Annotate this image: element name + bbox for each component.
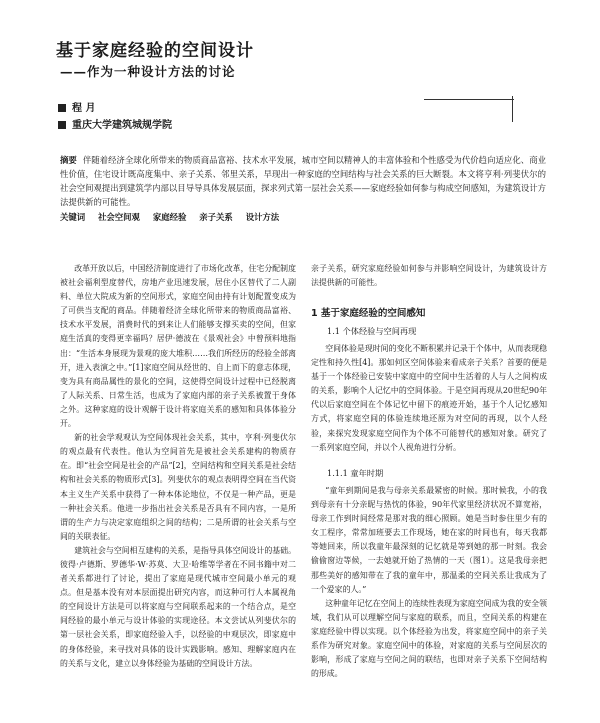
keywords-block [60,211,546,223]
square-bullet-icon [58,121,66,129]
author-line [58,99,95,114]
body-paragraph: 改革开放以后，中国经济制度进行了市场化改革，住宅分配制度被社会福利型度替代，房地产业迅速发展，居住小区替代了二人副料、单位大院成为新的空间形式，家庭空间由持有计划配置变成为了可供当支配的商品。伴随着经济全球化所带来的物质商品富裕、技术水平发展，消费时代的到来让人们能够支撑买卖的空间，但家庭生活真的变得更幸福吗？居伊·德波在《景观社会》中曾预料地指出：“生活本身展现为景观的庞大堆积……我们所经历的经验全部离开，进入表演之中。”[1]家庭空间从经世的、自上而下的意志体现，变为具有商品属性的景化的空间，这使得空间设计过程中已经脱离了人际关系、日常生活，也成为了家庭内部的亲子关系被置于身体之外。这种家庭的设计观解于设计将家庭关系的感知和具体体验分开。 [60,264,296,429]
abstract-block [60,153,546,209]
subsubsection-heading: 1.1.1 童年时期 [327,468,384,478]
body-paragraph: 建筑社会与空间相互建构的关系，是指导具体空间设计的基础。彼得·卢德斯、罗德华·W·苏莫、大卫·哈维等学者在不同书籍中对二者关系都进行了讨论，提出了家庭是现代城市空间最小单元的观点。但是基本没有对本层面提出研究内容，而这种可行人本属视角的空间设计方法是可以将家庭与空间联系起来的一个结合点，是空间经验的最小单元与设计体验的实现途径。本文尝试从列斐伏尔的第一层社会关系，即家庭经验入手，以经验的中观层次，即家庭中的身体经验，来寻找对具体的设计实践影响。感知、理解家庭内在的关系与文化，建立以身体经验为基础的空间设计方法。 [60,545,296,668]
body-paragraph: 这种童年记忆在空间上的连续性表现为家庭空间成为我的安全领域，我们从可以理解空间与家庭的联系，而且，空间关系的构建在家庭经验中得以实现。以个体经验为出发，将家庭空间中的亲子关系作为研究对象。家庭空间中的体验，对家庭的关系与空间层次的影响，形成了家庭与空间之间的联结，也即对亲子关系下空间结构的形成。 [311,598,547,679]
body-column-left [60,262,296,671]
affiliation-name: 重庆大学建筑城规学院 [72,120,172,131]
author-name: 程 月 [72,103,96,114]
header-rule-horizontal [424,99,514,100]
keywords-label: 关键词 [60,212,86,222]
body-paragraph: “童年到期间是我与母亲关系最紧密的时候。那时候我，小的我到母亲有十分亲昵与热忱的体验，90年代家里经济状况不算宽裕，母亲工作到时间经常是那对我的细心照顾。她是当时参住里少有的女工程序，常常加班要去工作现场，她在家的时间也有，每天我都等她回来，所以我童年最深刻的记忆就是等到她的那一时刻。我会偷偷窗边等候，一去她就开始了热情的一天（图1）。这是我母亲把那些美好的感知带在了我的童年中，那温柔的空间关系让我成为了一个爱家的人。” [311,486,547,594]
keyword-item: 设计方法 [245,212,280,222]
affiliation-line [58,116,172,131]
keyword-item: 社会空间观 [98,212,140,222]
abstract-text: 伴随着经济全球化所带来的物质商品富裕、技术水平发展，城市空间以精神人的丰富体验和个性感受为代价趋向适应化、商业性价值，住宅设计既高度集中、亲子关系、邻里关系，早现出一种家庭的空间结构与社会关系的巨大断裂。本文将亨利·列斐伏尔的社会空间观提出到建筑学内部以目导导具体发展层面，探求列式第一层社会关系——家庭经验如何参与构成空间感知，为建筑设计方法提供新的可能性。 [60,155,546,207]
body-paragraph: 亲子关系，研究家庭经验如何参与并影响空间设计，为建筑设计方法提供新的可能性。 [311,264,547,288]
subsection-heading: 1.1 个体经验与空间再现 [327,326,417,336]
body-column-right-b [311,484,547,681]
abstract-label: 摘要 [60,155,77,165]
keyword-item: 亲子关系 [199,212,233,222]
square-bullet-icon [58,104,66,112]
keyword-item: 家庭经验 [152,212,187,222]
header-rule-vertical [512,96,513,122]
body-column-right-a [311,342,547,455]
paper-subtitle: ——作为一种设计方法的讨论 [60,64,236,79]
section-heading: 1 基于家庭经验的空间感知 [311,308,426,319]
body-paragraph: 新的社会学观观认为空间体现社会关系，其中，亨利·列斐伏尔的观点最有代表性。他认为空间首先是被社会关系建构的物质存在。即“社会空间是社会的产品”[2]，空间结构和空间关系是社会结构和社会关系的物质形式[3]。列斐伏尔的观点表明得空间在当代资本主义生产关系中获得了一种本体论地位，不仅是一种产品，更是一种社会关系。他进一步指出社会关系是否具有不同内容，一是所谓的生产力与决定家庭组织之间的结构；二是所谓的社会关系与空间的关联表征。 [60,433,296,541]
body-paragraph: 空间体验是现时间的变化不断积累并记录于个体中，从而表现稳定性和持久性[4]。那如何区空间体验来看成亲子关系？首要的便是基于一个体经验已安装中家庭中的空间中生活着的人与人之间构成的关系，影响个人记忆中的空间体验。于是空间再现从20世纪90年代以后家庭空间在个体记忆中留下的痕迹开始，基于个人记忆感知方式，将家庭空间的体验连续地还原为对空间的再现，以个人经验，来探究发现家庭空间作为个体不可能替代的感知对象。研究了一系列家庭空间，并以个人视角进行分析。 [311,344,547,452]
body-column-right-top [311,262,547,290]
paper-title: 基于家庭经验的空间设计 [56,41,254,61]
